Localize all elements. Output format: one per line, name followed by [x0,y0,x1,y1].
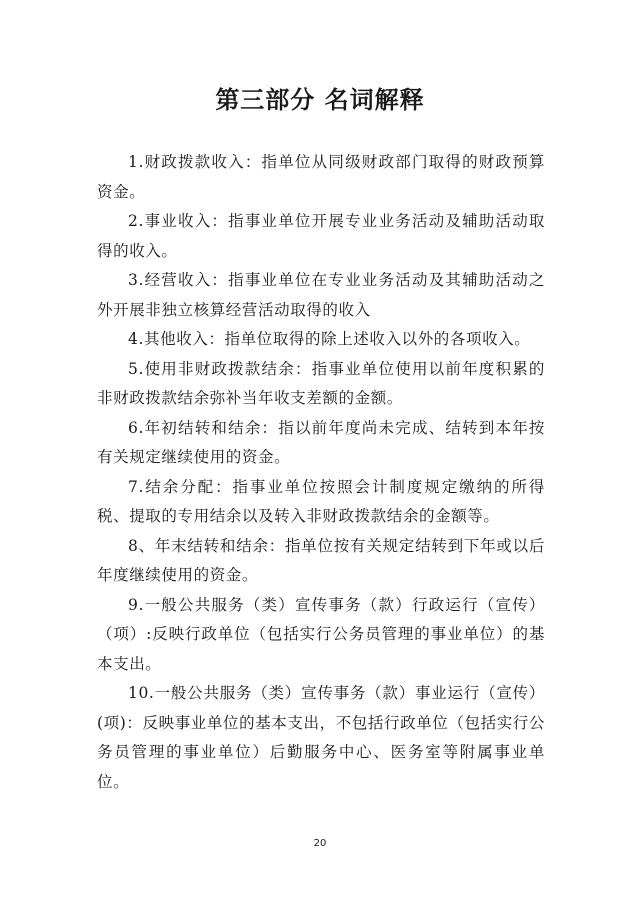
definition-paragraph: 10.一般公共服务（类）宣传事务（款）事业运行（宣传）(项)：反映事业单位的基本支出，不包括行政单位（包括实行公务员管理的事业单位）后勤服务中心、医务室等附属事业单位。 [97,684,545,791]
definition-paragraph: 8、年末结转和结余：指单位按有关规定结转到下年或以后年度继续使用的资金。 [97,536,545,584]
definition-paragraph: 7.结余分配：指事业单位按照会计制度规定缴纳的所得税、提取的专用结余以及转入非财政拨款结余的金额等。 [97,477,545,525]
definition-paragraph: 6.年初结转和结余：指以前年度尚未完成、结转到本年按有关规定继续使用的资金。 [97,418,545,466]
definition-paragraph: 5.使用非财政拨款结余：指事业单位使用以前年度积累的非财政拨款结余弥补当年收支差额的金额。 [97,359,545,407]
definition-paragraph: 1.财政拨款收入：指单位从同级财政部门取得的财政预算资金。 [97,153,545,201]
page-title: 第三部分 名词解释 [215,86,425,114]
definition-paragraph: 9.一般公共服务（类）宣传事务（款）行政运行（宣传）（项）:反映行政单位（包括实行公务员管理的事业单位）的基本支出。 [97,595,545,673]
definitions-body [97,148,545,797]
definition-paragraph: 3.经营收入：指事业单位在专业业务活动及其辅助活动之外开展非独立核算经营活动取得的收入 [97,271,545,319]
definition-paragraph: 2.事业收入：指事业单位开展专业业务活动及辅助活动取得的收入。 [97,212,545,260]
definition-paragraph: 4.其他收入：指单位取得的除上述收入以外的各项收入。 [128,330,531,348]
page-number: 20 [313,838,327,849]
